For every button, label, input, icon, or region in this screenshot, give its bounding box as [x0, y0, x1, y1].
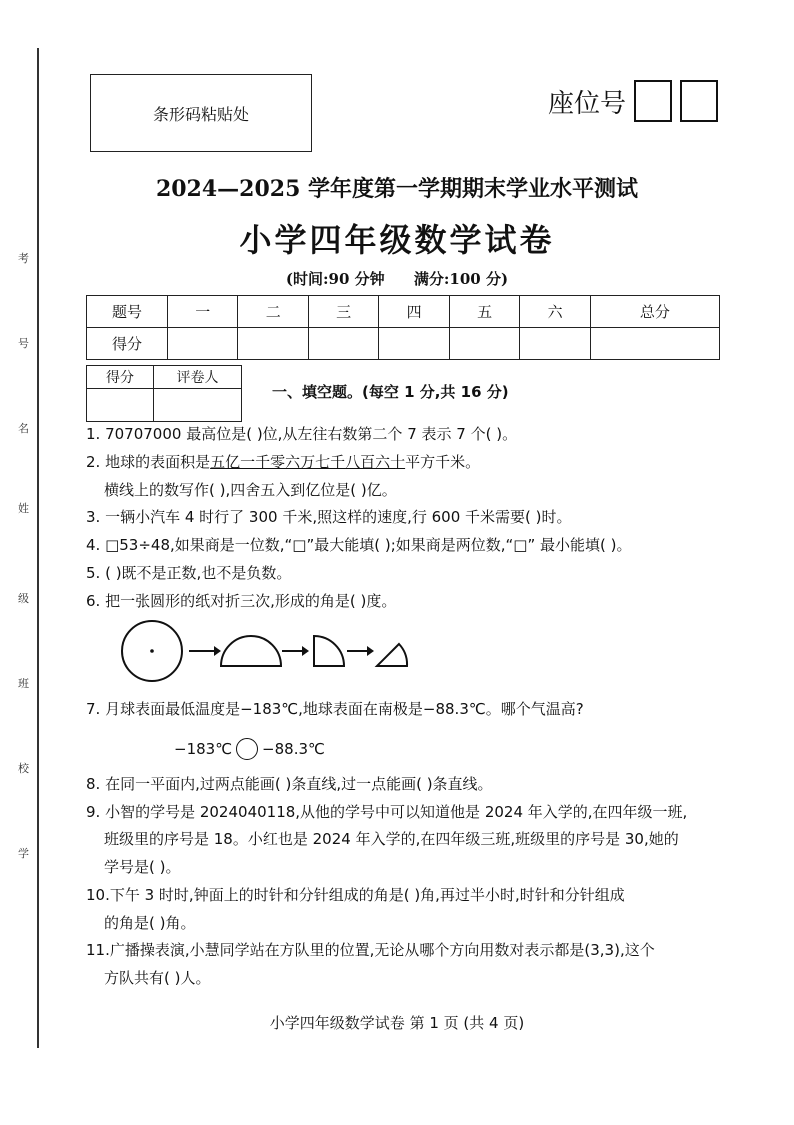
score-cell[interactable] — [449, 328, 519, 360]
question-10-line-2: 的角是( )角。 — [104, 914, 196, 932]
paper-title: 小学四年级数学试卷 — [239, 221, 555, 259]
table-cell: 得分 — [87, 366, 154, 389]
question-7: 7. 月球表面最低温度是−183℃,地球表面在南极是−88.3℃。哪个气温高? — [86, 700, 584, 718]
question-1: 1. 70707000 最高位是( )位,从左往右数第二个 7 表示 7 个( )。 — [86, 425, 518, 443]
score-cell[interactable] — [379, 328, 449, 360]
question-10: 10.下午 3 时时,钟面上的时针和分针组成的角是( )角,再过半小时,时针和分针组成 — [86, 886, 625, 904]
question-9-line-3: 学号是( )。 — [104, 858, 181, 876]
table-cell: 总分 — [590, 296, 719, 328]
seat-label: 座位号 — [548, 88, 627, 119]
table-cell: 二 — [238, 296, 308, 328]
question-text: 2. 地球的表面积是 — [86, 453, 211, 471]
margin-char: 校 — [18, 762, 29, 775]
grader-table — [86, 365, 242, 422]
table-row — [87, 328, 720, 360]
score-cell[interactable] — [520, 328, 590, 360]
question-9: 9. 小智的学号是 2024040118,从他的学号中可以知道他是 2024 年入学的,在四年级一班, — [86, 803, 688, 821]
question-5: 5. ( )既不是正数,也不是负数。 — [86, 564, 292, 582]
margin-char: 名 — [18, 422, 29, 435]
question-11: 11.广播操表演,小慧同学站在方队里的位置,无论从哪个方向用数对表示都是(3,3),这个 — [86, 941, 655, 959]
table-cell: 三 — [308, 296, 378, 328]
arrow-right-icon — [347, 646, 374, 656]
paper-folding-diagram — [118, 620, 418, 682]
temperature-compare — [174, 738, 325, 760]
seat-box[interactable] — [680, 80, 718, 122]
margin-char: 级 — [18, 592, 29, 605]
table-cell: 四 — [379, 296, 449, 328]
table-row — [87, 389, 242, 422]
center-dot — [150, 649, 154, 653]
table-cell: 一 — [168, 296, 238, 328]
section-heading: 一、填空题。(每空 1 分,共 16 分) — [272, 383, 509, 401]
question-3: 3. 一辆小汽车 4 时行了 300 千米,照这样的速度,行 600 千米需要( )时。 — [86, 508, 572, 526]
margin-char: 号 — [18, 337, 29, 350]
table-cell: 五 — [449, 296, 519, 328]
table-row — [87, 296, 720, 328]
barcode-label: 条形码粘贴处 — [152, 104, 249, 124]
margin-char: 姓 — [18, 502, 29, 515]
seat-number — [548, 80, 718, 122]
score-table — [86, 295, 720, 360]
arrow-right-icon — [282, 646, 309, 656]
question-9-line-2: 班级里的序号是 18。小红也是 2024 年入学的,在四年级三班,班级里的序号是 30,她的 — [104, 830, 679, 848]
score-cell[interactable] — [87, 389, 154, 422]
time-limit: (时间:90 分钟 — [285, 270, 385, 288]
score-cell[interactable] — [168, 328, 238, 360]
temp-right: −88.3℃ — [262, 740, 325, 758]
compare-circle[interactable] — [236, 738, 258, 760]
grader-cell[interactable] — [154, 389, 242, 422]
barcode-area — [90, 74, 312, 152]
question-4: 4. □53÷48,如果商是一位数,“□”最大能填( );如果商是两位数,“□” 最小能填( )。 — [86, 536, 632, 554]
margin-char: 班 — [18, 677, 29, 690]
score-cell[interactable] — [238, 328, 308, 360]
table-cell: 六 — [520, 296, 590, 328]
margin-char: 学 — [18, 847, 29, 860]
table-cell: 评卷人 — [154, 366, 242, 389]
question-8: 8. 在同一平面内,过两点能画( )条直线,过一点能画( )条直线。 — [86, 775, 493, 793]
eighth-circle-icon — [377, 644, 407, 666]
table-cell: 题号 — [87, 296, 168, 328]
score-cell[interactable] — [590, 328, 719, 360]
table-row — [87, 366, 242, 389]
question-11-line-2: 方队共有( )人。 — [104, 969, 211, 987]
score-cell[interactable] — [308, 328, 378, 360]
quarter-circle-icon — [314, 636, 344, 666]
question-2 — [86, 451, 480, 472]
table-cell: 得分 — [87, 328, 168, 360]
full-score: 满分:100 分) — [413, 270, 509, 288]
semicircle-icon — [221, 636, 281, 666]
arrow-right-icon — [189, 646, 221, 656]
question-2-line-2: 横线上的数写作( ),四舍五入到亿位是( )亿。 — [104, 481, 397, 499]
question-6: 6. 把一张圆形的纸对折三次,形成的角是( )度。 — [86, 592, 397, 610]
exam-title: 2024—2025 学年度第一学期期末学业水平测试 — [155, 176, 639, 202]
page-footer: 小学四年级数学试卷 第 1 页 (共 4 页) — [269, 1014, 525, 1032]
seat-box[interactable] — [634, 80, 672, 122]
margin-char: 考 — [18, 252, 29, 265]
question-text: 平方千米。 — [405, 453, 481, 471]
exam-info — [0, 268, 794, 289]
temp-left: −183℃ — [174, 740, 233, 758]
underlined-number: 五亿一千零六万七千八百六十 — [210, 453, 406, 471]
